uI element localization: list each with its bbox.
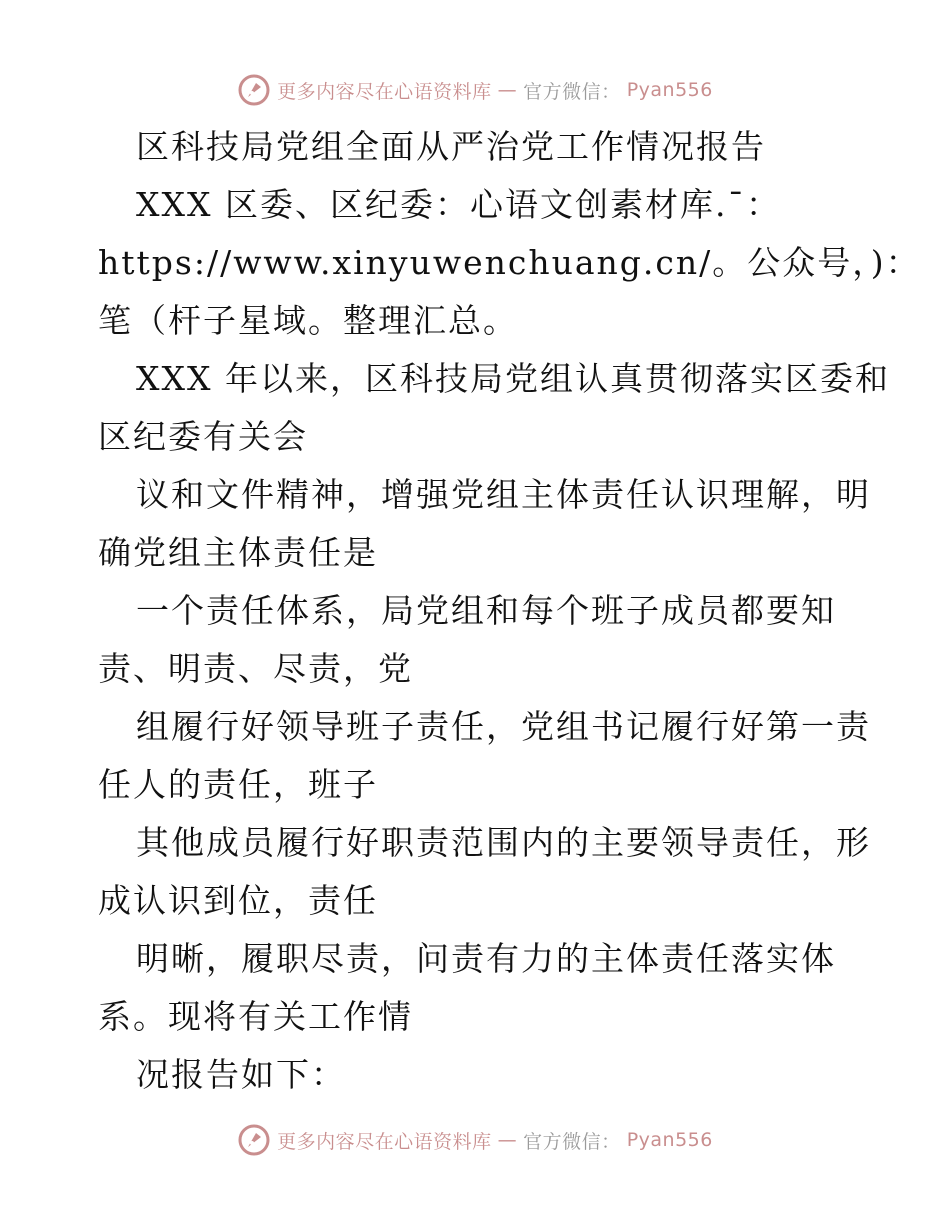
watermark-footer: [0, 1120, 950, 1160]
document-title: 区科技局党组全面从严治党工作情况报告: [136, 127, 766, 166]
watermark-dash: —: [497, 1129, 518, 1151]
paragraph-line: 责、明责、尽责，党: [98, 649, 413, 688]
paragraph-line: 确党组主体责任是: [98, 533, 378, 572]
watermark-official-label: 官方微信：: [523, 80, 621, 103]
paragraph-line: 况报告如下：: [136, 1055, 346, 1094]
url-line: https://www.xinyuwenchuang.cn/。公众号，)：: [98, 243, 921, 282]
source-line: 笔（杆子星域。整理汇总。: [98, 301, 518, 340]
paragraph-line: 其他成员履行好职责范围内的主要领导责任，形: [136, 823, 871, 862]
pen-nib-circle-icon: [237, 73, 271, 107]
paragraph-line: 系。现将有关工作情: [98, 997, 413, 1036]
paragraph-line: 任人的责任，班子: [98, 765, 378, 804]
paragraph-line: 议和文件精神，增强党组主体责任认识理解，明: [136, 475, 871, 514]
paragraph-line: 成认识到位，责任: [98, 881, 378, 920]
watermark-brand-text: 更多内容尽在心语资料库: [277, 80, 492, 103]
paragraph-line: 一个责任体系，局党组和每个班子成员都要知: [136, 591, 836, 630]
paragraph-line: XXX 年以来，区科技局党组认真贯彻落实区委和: [136, 359, 890, 398]
watermark-header: [0, 70, 950, 110]
paragraph-line: 组履行好领导班子责任，党组书记履行好第一责: [136, 707, 871, 746]
paragraph-line: 区纪委有关会: [98, 417, 308, 456]
watermark-dash: —: [497, 79, 518, 101]
paragraph-line: 明晰，履职尽责，问责有力的主体责任落实体: [136, 939, 836, 978]
pen-nib-circle-icon: [237, 1123, 271, 1157]
watermark-official-label: 官方微信：: [523, 1130, 621, 1153]
watermark-wechat-id: Pyan556: [626, 79, 713, 101]
watermark-brand-text: 更多内容尽在心语资料库: [277, 1130, 492, 1153]
salutation-line: XXX 区委、区纪委：心语文创素材库.¯：: [136, 185, 781, 224]
watermark-wechat-id: Pyan556: [626, 1129, 713, 1151]
document-body: [98, 118, 921, 1104]
